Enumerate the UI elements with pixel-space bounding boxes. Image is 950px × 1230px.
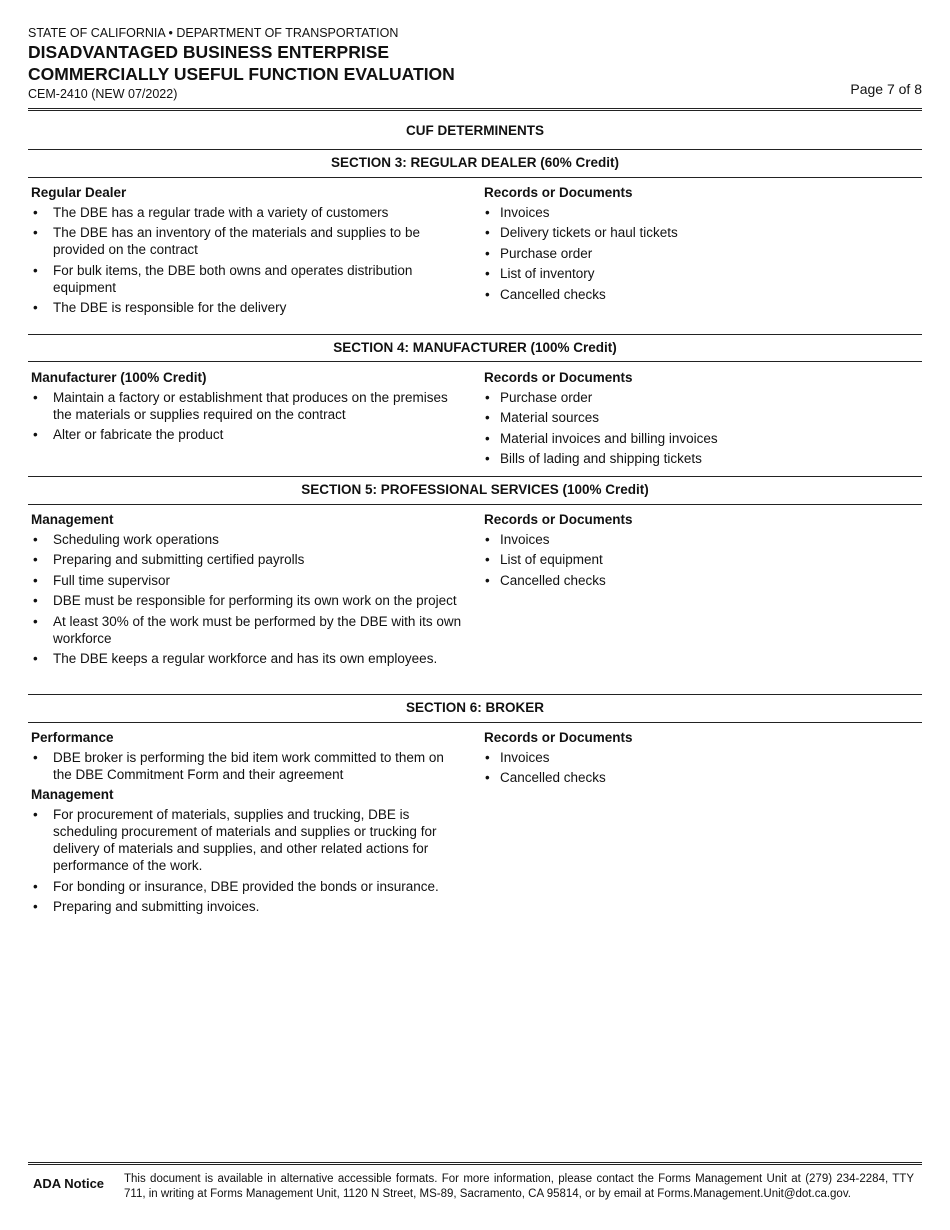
list-item: • The DBE has a regular trade with a variety of customers [31, 204, 463, 221]
section-3-title: SECTION 3: REGULAR DEALER (60% Credit) [330, 155, 620, 170]
form-header [28, 26, 922, 102]
list-item: • DBE must be responsible for performing its own work on the project [31, 592, 463, 609]
section-divider [28, 334, 922, 335]
section-5-right-column [484, 511, 914, 592]
list-item: • The DBE is responsible for the delivery [31, 299, 463, 316]
column-heading: Manufacturer (100% Credit) [31, 370, 207, 385]
list-item: • Invoices [484, 531, 914, 548]
list-item: • List of inventory [484, 265, 914, 282]
main-heading: CUF DETERMINENTS [406, 123, 544, 138]
list-item: • For bonding or insurance, DBE provided the bonds or insurance. [31, 878, 463, 895]
column-heading: Records or Documents [484, 512, 633, 527]
list-item: • Purchase order [484, 389, 914, 406]
column-heading: Regular Dealer [31, 185, 127, 200]
section-divider [28, 361, 922, 362]
section-3-right-column [484, 184, 914, 306]
section-4-left-column [31, 369, 463, 447]
column-heading: Management [31, 787, 114, 803]
section-divider [28, 722, 922, 723]
column-heading: Records or Documents [484, 730, 633, 745]
list-item: • Scheduling work operations [31, 531, 463, 548]
section-5-left-column [31, 511, 463, 670]
list-item: • Bills of lading and shipping tickets [484, 450, 914, 467]
column-heading: Records or Documents [484, 370, 633, 385]
list-item: • Delivery tickets or haul tickets [484, 224, 914, 241]
form-title-line-2: COMMERCIALLY USEFUL FUNCTION EVALUATION [28, 64, 455, 84]
page-number: Page 7 of 8 [850, 81, 922, 97]
section-divider [28, 694, 922, 695]
column-heading: Management [31, 512, 114, 527]
list-item: • Material sources [484, 409, 914, 426]
form-title-line-1: DISADVANTAGED BUSINESS ENTERPRISE [28, 42, 390, 62]
list-item: • DBE broker is performing the bid item work committed to them on the DBE Commitment Form and their agreement [31, 749, 463, 783]
section-divider [28, 476, 922, 477]
ada-notice-label: ADA Notice [33, 1176, 105, 1191]
form-number: CEM-2410 (NEW 07/2022) [28, 87, 178, 101]
list-item: • The DBE has an inventory of the materials and supplies to be provided on the contract [31, 224, 463, 258]
column-heading: Performance [31, 730, 114, 745]
list-item: • Purchase order [484, 245, 914, 262]
section-4-title: SECTION 4: MANUFACTURER (100% Credit) [333, 340, 617, 355]
list-item: • Preparing and submitting invoices. [31, 898, 463, 915]
list-item: • The DBE keeps a regular workforce and has its own employees. [31, 650, 463, 667]
list-item: • For bulk items, the DBE both owns and operates distribution equipment [31, 262, 463, 296]
section-6-right-column [484, 729, 914, 790]
list-item: • Cancelled checks [484, 572, 914, 589]
list-item: • Alter or fabricate the product [31, 426, 463, 443]
section-5-title: SECTION 5: PROFESSIONAL SERVICES (100% Credit) [301, 482, 649, 497]
section-divider [28, 149, 922, 150]
section-divider [28, 177, 922, 178]
list-item: • At least 30% of the work must be performed by the DBE with its own workforce [31, 613, 463, 647]
list-item: • Invoices [484, 204, 914, 221]
list-item: • List of equipment [484, 551, 914, 568]
list-item: • Cancelled checks [484, 769, 914, 786]
section-6-title: SECTION 6: BROKER [405, 700, 544, 715]
column-heading: Records or Documents [484, 185, 633, 200]
list-item: • Invoices [484, 749, 914, 766]
section-4-right-column [484, 369, 914, 471]
list-item: • Preparing and submitting certified payrolls [31, 551, 463, 568]
section-6-left-column [31, 729, 463, 919]
section-divider [28, 504, 922, 505]
agency-line: STATE OF CALIFORNIA • DEPARTMENT OF TRANSPORTATION [28, 26, 399, 40]
list-item: • Maintain a factory or establishment that produces on the premises the materials or supplies required on the contract [31, 389, 463, 423]
list-item: • Material invoices and billing invoices [484, 430, 914, 447]
header-divider [28, 108, 922, 111]
footer-divider [28, 1162, 922, 1165]
ada-notice-text: This document is available in alternative accessible formats. For more information, please contact the Forms Management Unit at (279) 234-2284, TTY 711, in writing at Forms Management Unit, 1120 N Street, MS-89, Sacramento, CA 95814, or by email at Forms.Management.Unit@dot.ca.gov. [124, 1173, 914, 1200]
list-item: • For procurement of materials, supplies and trucking, DBE is scheduling procurement of materials and supplies or trucking for delivery of materials and supplies, and other related actions for performance of the work. [31, 806, 463, 874]
list-item: • Cancelled checks [484, 286, 914, 303]
list-item: • Full time supervisor [31, 572, 463, 589]
section-3-left-column [31, 184, 463, 320]
